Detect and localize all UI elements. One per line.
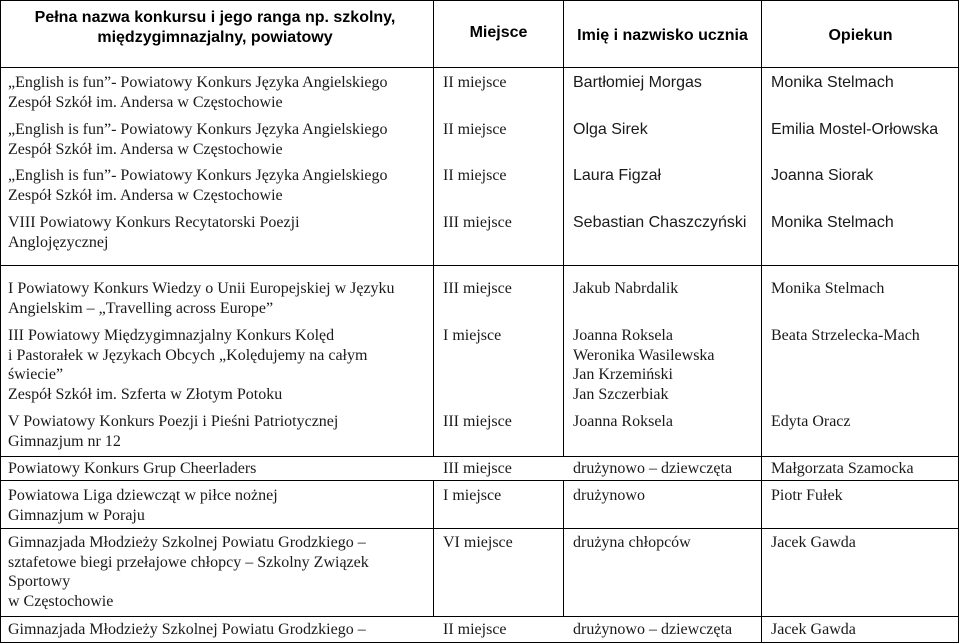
row-student: Joanna Roksela (573, 413, 673, 430)
row-place: II miejsce (443, 167, 507, 184)
row-student: drużynowo – dziewczęta (573, 621, 733, 638)
row-divider (0, 528, 959, 529)
column-divider (761, 456, 762, 643)
header-student: Imię i nazwisko ucznia (577, 27, 748, 44)
header-competition: Pełna nazwa konkursu i jego ranga np. szkolny, międzygimnazjalny, powiatowy (34, 9, 396, 46)
row-place: VI miejsce (443, 534, 513, 551)
row-divider (0, 616, 959, 617)
row-place: II miejsce (443, 74, 507, 91)
row-mentor: Jacek Gawda (771, 621, 856, 638)
row-divider (0, 456, 959, 457)
row-mentor: Beata Strzelecka-Mach (771, 327, 920, 344)
header-divider (0, 67, 959, 68)
row-divider (0, 480, 959, 481)
row-student: Laura Figzał (573, 167, 662, 184)
row-student: drużynowo – dziewczęta (573, 460, 733, 477)
row-student: Olga Sirek (573, 121, 648, 138)
row-student: Sebastian Chaszczyński (573, 214, 747, 231)
row-competition: III Powiatowy Międzygimnazjalny Konkurs Kolęd i Pastorałek w Językach Obcych „Kolędujemy na całym świecie” Zespół Szkół im. Szferta w Złotym Potoku (8, 327, 368, 403)
row-mentor: Joanna Siorak (771, 167, 874, 184)
row-mentor: Piotr Fułek (771, 487, 843, 504)
row-competition: „English is fun”- Powiatowy Konkurs Języka Angielskiego Zespół Szkół im. Andersa w Częstochowie (8, 74, 388, 111)
section-divider (0, 265, 959, 266)
row-student: drużyna chłopców (573, 534, 691, 551)
row-competition: Powiatowa Liga dziewcząt w piłce nożnej Gimnazjum w Poraju (8, 487, 278, 524)
row-mentor: Jacek Gawda (771, 534, 856, 551)
row-mentor: Monika Stelmach (771, 214, 894, 231)
row-competition: VIII Powiatowy Konkurs Recytatorski Poezji Anglojęzycznej (8, 214, 300, 251)
row-mentor: Monika Stelmach (771, 280, 885, 297)
row-competition: Gimnazjada Młodzieży Szkolnej Powiatu Grodzkiego – (8, 621, 366, 638)
row-competition: „English is fun”- Powiatowy Konkurs Języka Angielskiego Zespół Szkół im. Andersa w Częstochowie (8, 167, 388, 204)
header-place: Miejsce (469, 24, 528, 41)
row-mentor: Emilia Mostel-Orłowska (771, 121, 939, 138)
row-place: II miejsce (443, 621, 507, 638)
column-divider (761, 0, 762, 456)
row-place: III miejsce (443, 214, 512, 231)
column-divider (563, 0, 564, 456)
header-mentor: Opiekun (828, 27, 893, 44)
row-competition: I Powiatowy Konkurs Wiedzy o Unii Europejskiej w Języku Angielskim – „Travelling across Europe” (8, 280, 395, 317)
row-competition: V Powiatowy Konkurs Poezji i Pieśni Patriotycznej Gimnazjum nr 12 (8, 413, 339, 450)
row-place: III miejsce (443, 280, 512, 297)
row-student: Joanna Roksela Weronika Wasilewska Jan Krzemiński Jan Szczerbiak (573, 327, 715, 403)
row-place: III miejsce (443, 460, 512, 477)
row-place: III miejsce (443, 413, 512, 430)
row-competition: Powiatowy Konkurs Grup Cheerladers (8, 460, 257, 477)
row-mentor: Edyta Oracz (771, 413, 851, 430)
row-mentor: Monika Stelmach (771, 74, 894, 91)
row-place: I miejsce (443, 327, 502, 344)
column-divider (433, 0, 434, 456)
column-divider (563, 480, 564, 616)
row-competition: „English is fun”- Powiatowy Konkurs Języka Angielskiego Zespół Szkół im. Andersa w Częstochowie (8, 121, 388, 158)
row-mentor: Małgorzata Szamocka (771, 460, 914, 477)
row-student: drużynowo (573, 487, 645, 504)
row-competition: Gimnazjada Młodzieży Szkolnej Powiatu Grodzkiego – sztafetowe biegi przełajowe chłopcy – Szkolny Związek Sportowy w Częstochowie (8, 534, 369, 610)
row-place: I miejsce (443, 487, 502, 504)
row-student: Bartłomiej Morgas (573, 74, 702, 91)
row-student: Jakub Nabrdalik (573, 280, 679, 297)
row-place: II miejsce (443, 121, 507, 138)
column-divider (433, 480, 434, 616)
